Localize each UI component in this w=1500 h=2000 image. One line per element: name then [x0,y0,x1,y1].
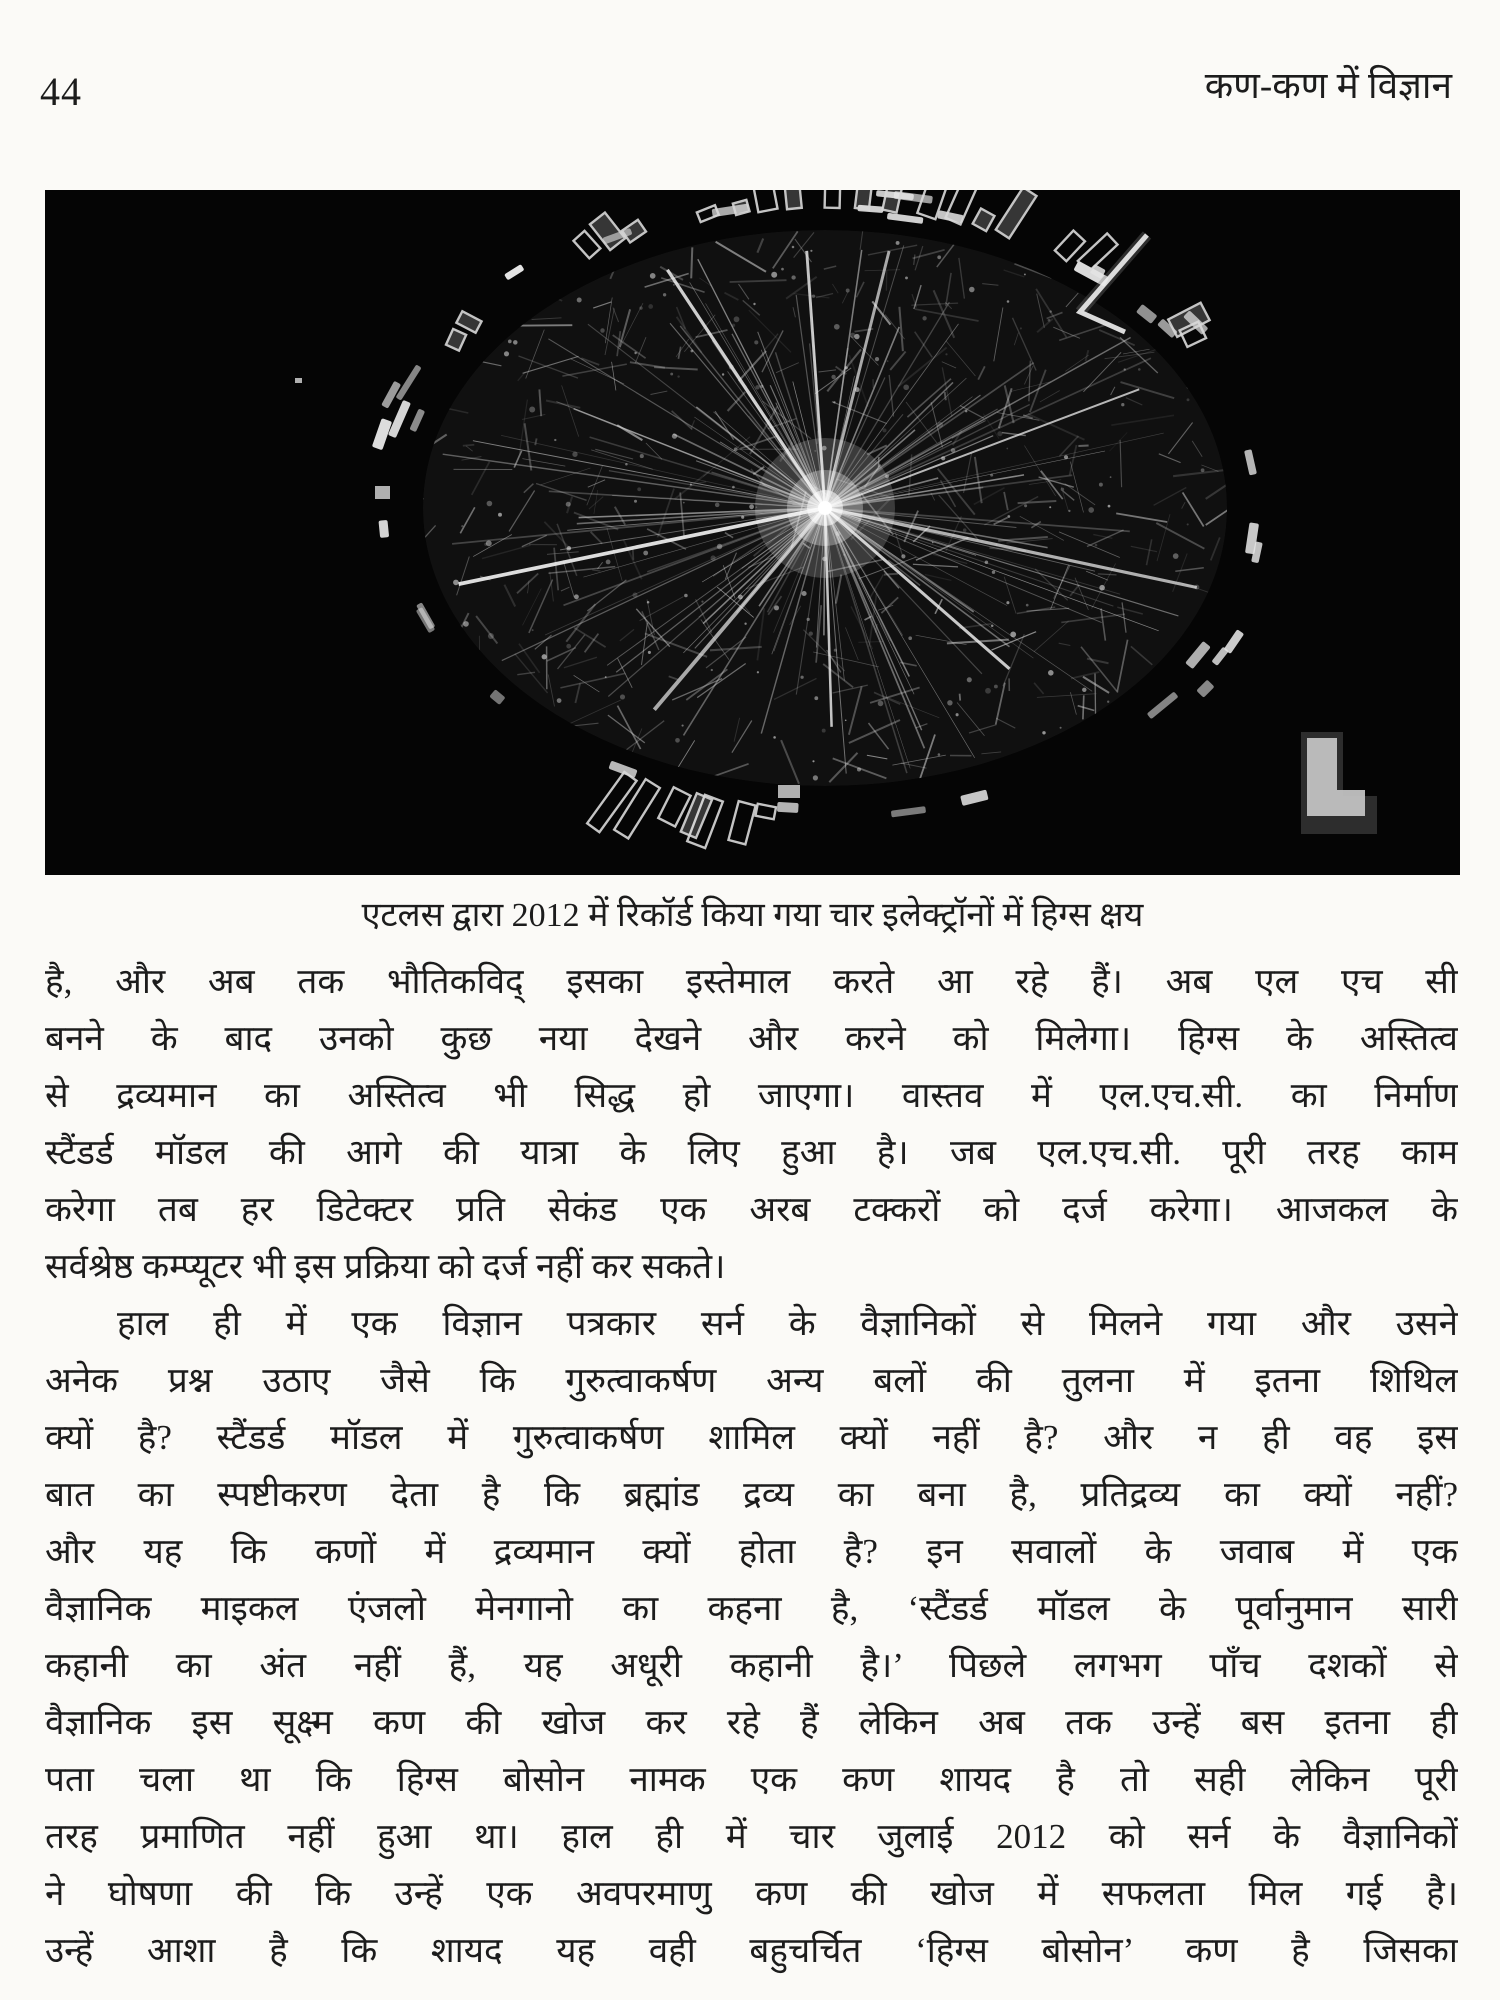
page-number: 44 [40,69,82,114]
text-line: तरह प्रमाणित नहीं हुआ था। हाल ही में चार जुलाई 2012 को सर्न के वैज्ञानिकों [45,1817,1458,1856]
atlas-event-display-image [45,190,1460,875]
text-line: है, और अब तक भौतिकविद् इसका इस्तेमाल करते आ रहे हैं। अब एल एच सी [45,962,1458,1001]
text-line: वैज्ञानिक इस सूक्ष्म कण की खोज कर रहे हैं लेकिन अब तक उन्हें बस इतना ही [45,1703,1458,1742]
figure-photo [45,190,1460,875]
text-line: बात का स्पष्टीकरण देता है कि ब्रह्मांड द्रव्य का बना है, प्रतिद्रव्य का क्यों नहीं? [45,1475,1458,1514]
body-text [45,953,1458,1979]
text-line: सर्वश्रेष्ठ कम्प्यूटर भी इस प्रक्रिया को दर्ज नहीं कर सकते। [45,1247,726,1286]
text-line: हाल ही में एक विज्ञान पत्रकार सर्न के वैज्ञानिकों से मिलने गया और उसने [117,1304,1458,1343]
text-line: स्टैंडर्ड मॉडल की आगे की यात्रा के लिए हुआ है। जब एल.एच.सी. पूरी तरह काम [45,1133,1458,1172]
text-line: क्यों है? स्टैंडर्ड मॉडल में गुरुत्वाकर्षण शामिल क्यों नहीं है? और न ही वह इस [45,1418,1458,1457]
text-line: उन्हें आशा है कि शायद यह वही बहुचर्चित ‘हिग्स बोसोन’ कण है जिसका [45,1931,1458,1970]
text-line: अनेक प्रश्न उठाए जैसे कि गुरुत्वाकर्षण अन्य बलों की तुलना में इतना शिथिल [45,1361,1458,1400]
figure-caption: एटलस द्वारा 2012 में रिकॉर्ड किया गया चार इलेक्ट्रॉनों में हिग्स क्षय [361,897,1144,934]
running-header-title: कण-कण में विज्ञान [1204,66,1452,107]
text-line: करेगा तब हर डिटेक्टर प्रति सेकंड एक अरब टक्करों को दर्ज करेगा। आजकल के [45,1190,1458,1229]
text-line: वैज्ञानिक माइकल एंजलो मेनगानो का कहना है, ‘स्टैंडर्ड मॉडल के पूर्वानुमान सारी [45,1589,1458,1628]
text-line: बनने के बाद उनको कुछ नया देखने और करने को मिलेगा। हिग्स के अस्तित्व [45,1019,1458,1058]
text-line: कहानी का अंत नहीं हैं, यह अधूरी कहानी है।’ पिछले लगभग पाँच दशकों से [45,1646,1458,1685]
text-line: पता चला था कि हिग्स बोसोन नामक एक कण शायद है तो सही लेकिन पूरी [45,1760,1458,1799]
text-line: और यह कि कणों में द्रव्यमान क्यों होता है? इन सवालों के जवाब में एक [45,1532,1458,1571]
text-line: ने घोषणा की कि उन्हें एक अवपरमाणु कण की खोज में सफलता मिल गई है। [45,1874,1458,1913]
text-line: से द्रव्यमान का अस्तित्व भी सिद्ध हो जाएगा। वास्तव में एल.एच.सी. का निर्माण [45,1076,1458,1115]
